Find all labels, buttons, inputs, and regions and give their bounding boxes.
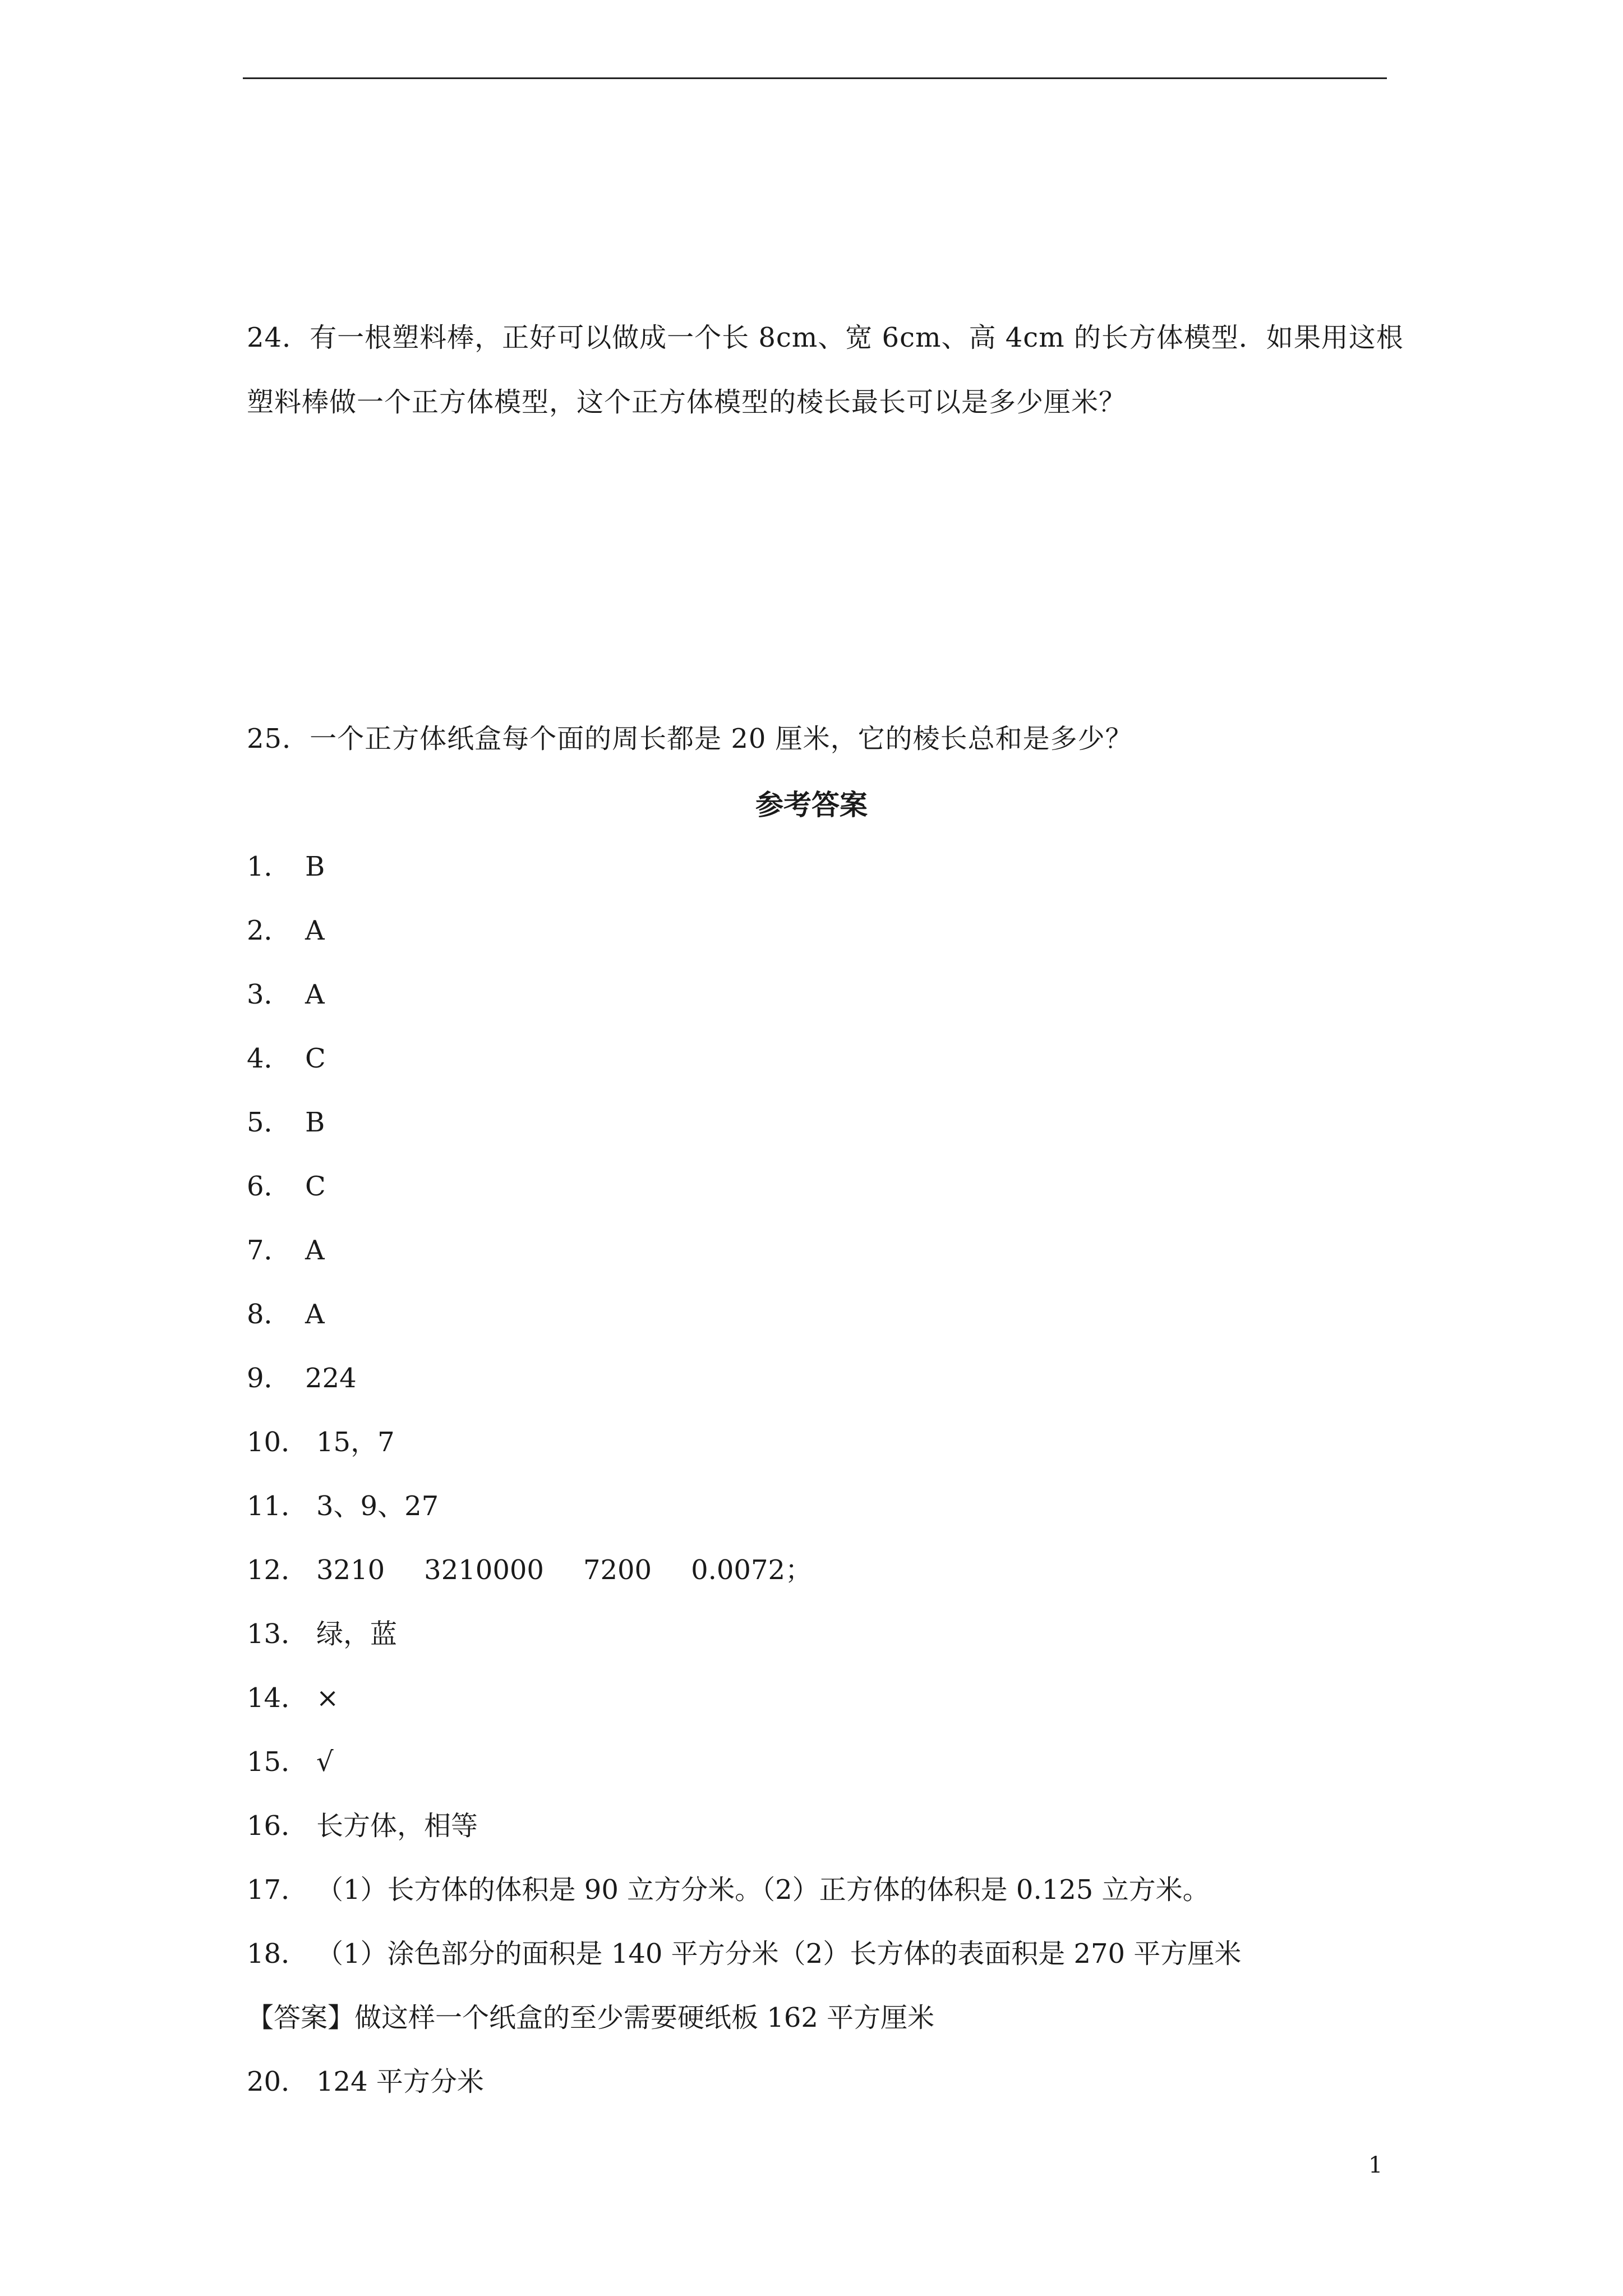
answer-text: 3、9、27 <box>316 1490 439 1522</box>
answer-text: A <box>305 1299 325 1330</box>
answer-text: 15，7 <box>316 1427 395 1458</box>
answer-text: A <box>305 1235 325 1266</box>
question-25 <box>247 707 1133 771</box>
answer-text: B <box>305 1107 325 1138</box>
answer-text: （1）长方体的体积是 90 立方分米。（2）正方体的体积是 0.125 立方米。 <box>316 1874 1210 1906</box>
question-25-line-1: 25．一个正方体纸盒每个面的周长都是 20 厘米，它的棱长总和是多少？ <box>247 723 1133 754</box>
answer-item <box>247 1740 334 1784</box>
answer-number: 15． <box>247 1746 308 1778</box>
answer-text: × <box>316 1682 339 1714</box>
answer-item <box>247 1292 325 1337</box>
answer-item <box>247 1612 397 1657</box>
question-24-line-1: 24．有一根塑料棒，正好可以做成一个长 8cm、宽 6cm、高 4cm 的长方体模型．如果用这根 <box>247 322 1404 353</box>
answer-text: 绿，蓝 <box>316 1618 398 1650</box>
answer-text: 124 平方分米 <box>316 2066 484 2097</box>
answer-heading: 参考答案 <box>755 789 868 821</box>
answer-part: 0.0072； <box>691 1554 813 1586</box>
answer-number: 18． <box>247 1938 308 1970</box>
page-number: 1 <box>1368 2152 1383 2178</box>
answer-number: 13． <box>247 1618 308 1650</box>
answer-number: 3． <box>247 979 291 1010</box>
answer-item <box>247 1100 325 1145</box>
answer-item <box>247 1867 1210 1912</box>
answer-item <box>247 1803 478 1848</box>
answer-item <box>247 1356 357 1401</box>
header-rule <box>243 77 1387 79</box>
answer-number: 17． <box>247 1874 308 1906</box>
answer-item <box>247 1676 339 1720</box>
answer-number: 7． <box>247 1235 291 1266</box>
answer-number: 12． <box>247 1554 308 1586</box>
answer-label: 【答案】 <box>247 2002 355 2033</box>
question-24-line-2: 塑料棒做一个正方体模型，这个正方体模型的棱长最长可以是多少厘米？ <box>247 386 1127 418</box>
answer-item <box>247 844 325 889</box>
answer-number: 2． <box>247 915 291 946</box>
answer-number: 4． <box>247 1043 291 1074</box>
answer-item <box>247 1931 1241 1976</box>
answer-number: 10． <box>247 1427 308 1458</box>
answer-number: 1． <box>247 851 291 882</box>
answer-number: 6． <box>247 1171 291 1202</box>
question-24 <box>247 306 1404 435</box>
answer-item <box>247 1228 325 1273</box>
answer-part: 3210 <box>316 1554 385 1586</box>
answer-item <box>247 972 325 1017</box>
answer-number: 14． <box>247 1682 308 1714</box>
answer-text: 长方体，相等 <box>316 1810 478 1842</box>
answer-text: C <box>305 1043 326 1074</box>
answer-item <box>247 1995 934 2040</box>
answer-text: A <box>305 915 325 946</box>
answer-number: 11． <box>247 1490 308 1522</box>
answer-item <box>247 1420 395 1465</box>
answer-part: 7200 <box>583 1554 652 1586</box>
answer-number: 20． <box>247 2066 308 2097</box>
answer-item <box>247 1548 812 1593</box>
answer-item <box>247 1036 326 1081</box>
answer-number: 8． <box>247 1299 291 1330</box>
answer-part: 3210000 <box>424 1554 544 1586</box>
answer-number: 9． <box>247 1363 291 1394</box>
answer-text: 224 <box>305 1363 357 1394</box>
answer-text: C <box>305 1171 326 1202</box>
answer-item <box>247 908 325 953</box>
answer-number: 16． <box>247 1810 308 1842</box>
answer-text: B <box>305 851 325 882</box>
answer-item <box>247 1164 326 1209</box>
answer-text: （1）涂色部分的面积是 140 平方分米（2）长方体的表面积是 270 平方厘米 <box>316 1938 1242 1970</box>
answer-number: 5． <box>247 1107 291 1138</box>
answer-item <box>247 1484 439 1529</box>
answer-text: √ <box>316 1746 334 1778</box>
answer-item <box>247 2059 484 2104</box>
answer-text: A <box>305 979 325 1010</box>
answer-text: 做这样一个纸盒的至少需要硬纸板 162 平方厘米 <box>354 2002 935 2033</box>
